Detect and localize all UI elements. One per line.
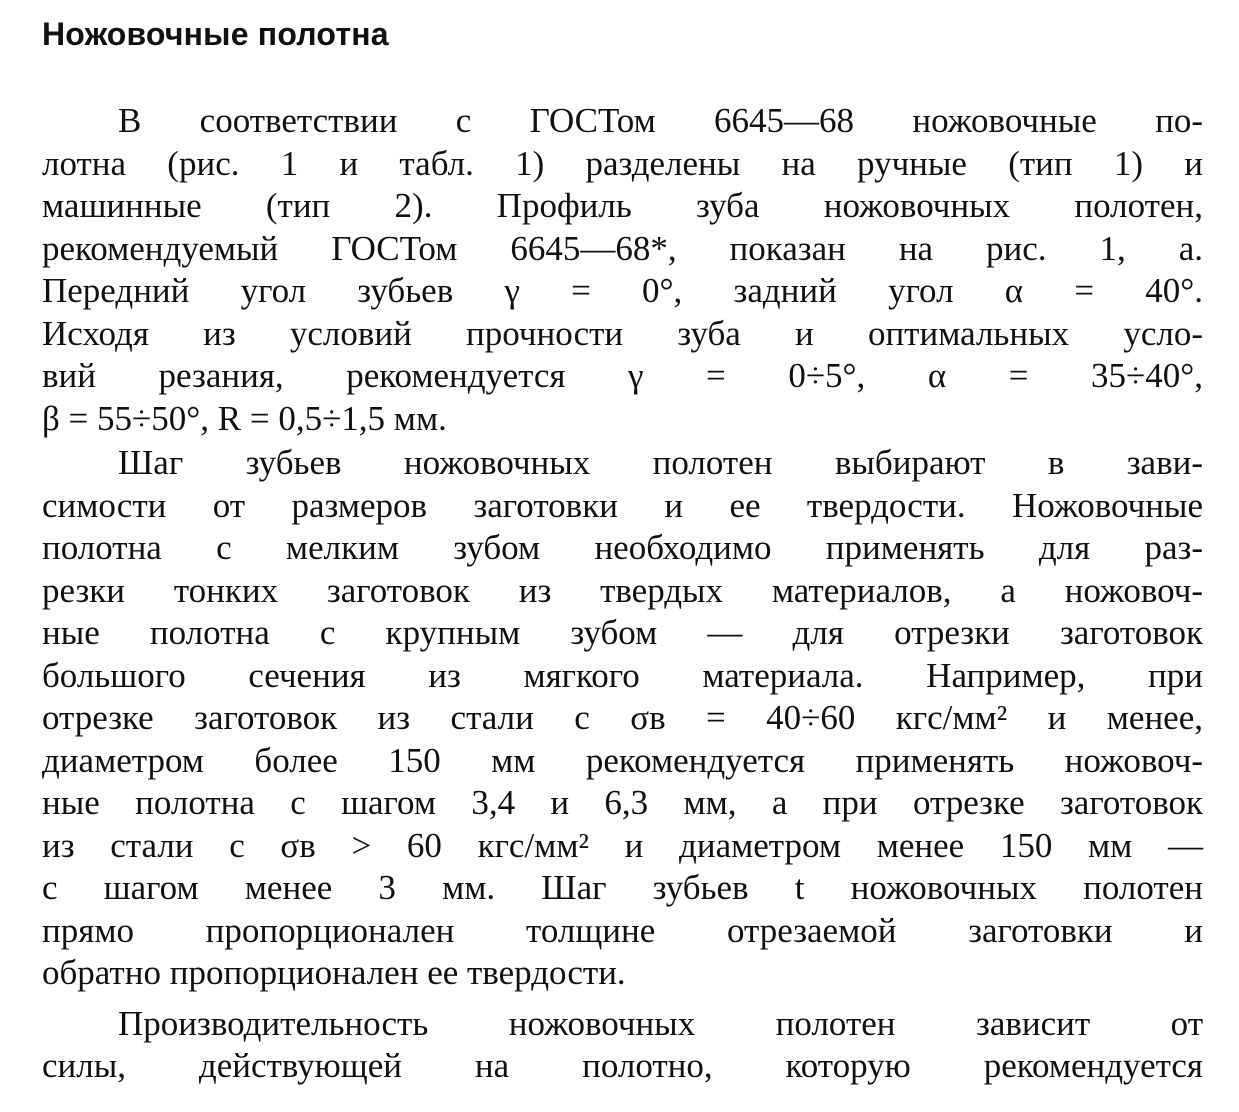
text-line: В соответствии с ГОСТом 6645—68 ножовочные по- (118, 101, 1203, 140)
paragraph-3 (42, 1003, 1203, 1088)
text-line: Исходя из условий прочности зуба и оптимальных усло- (42, 313, 1203, 353)
paragraph-1 (42, 100, 1203, 440)
text-line: прямо пропорционален толщине отрезаемой заготовки и (42, 910, 1203, 950)
text-line: симости от размеров заготовки и ее твердости. Ножовочные (42, 485, 1203, 525)
section-heading: Ножовочные полотна (42, 16, 389, 52)
text-line: обратно пропорционален ее твердости. (42, 953, 626, 992)
text-line: лотна (рис. 1 и табл. 1) разделены на ручные (тип 1) и (42, 143, 1203, 183)
text-line: полотна с мелким зубом необходимо применять для раз- (42, 528, 1203, 567)
text-line: ные полотна с шагом 3,4 и 6,3 мм, а при отрезке заготовок (42, 783, 1203, 822)
text-line: с шагом менее 3 мм. Шаг зубьев t ножовочных полотен (42, 868, 1203, 907)
text-line: ные полотна с крупным зубом — для отрезки заготовок (42, 613, 1203, 652)
text-line: из стали с σв > 60 кгс/мм² и диаметром менее 150 мм — (42, 825, 1203, 865)
text-line: машинные (тип 2). Профиль зуба ножовочных полотен, (42, 186, 1203, 225)
text-line: большого сечения из мягкого материала. Например, при (42, 655, 1203, 695)
paragraph-2 (42, 442, 1203, 995)
text-line: отрезке заготовок из стали с σв = 40÷60 кгс/мм² и менее, (42, 698, 1203, 737)
text-line: силы, действующей на полотно, которую рекомендуется (42, 1046, 1203, 1085)
text-line: Передний угол зубьев γ = 0°, задний угол α = 40°. (42, 271, 1203, 310)
text-line: Шаг зубьев ножовочных полотен выбирают в зави- (118, 443, 1203, 482)
text-line: вий резания, рекомендуется γ = 0÷5°, α = 35÷40°, (42, 356, 1203, 395)
text-line: Производительность ножовочных полотен зависит от (118, 1003, 1203, 1043)
text-line: диаметром более 150 мм рекомендуется применять ножовоч- (42, 740, 1203, 780)
text-line: рекомендуемый ГОСТом 6645—68*, показан на рис. 1, а. (42, 228, 1203, 268)
text-line: резки тонких заготовок из твердых материалов, а ножовоч- (42, 570, 1203, 610)
text-line: β = 55÷50°, R = 0,5÷1,5 мм. (42, 398, 447, 438)
